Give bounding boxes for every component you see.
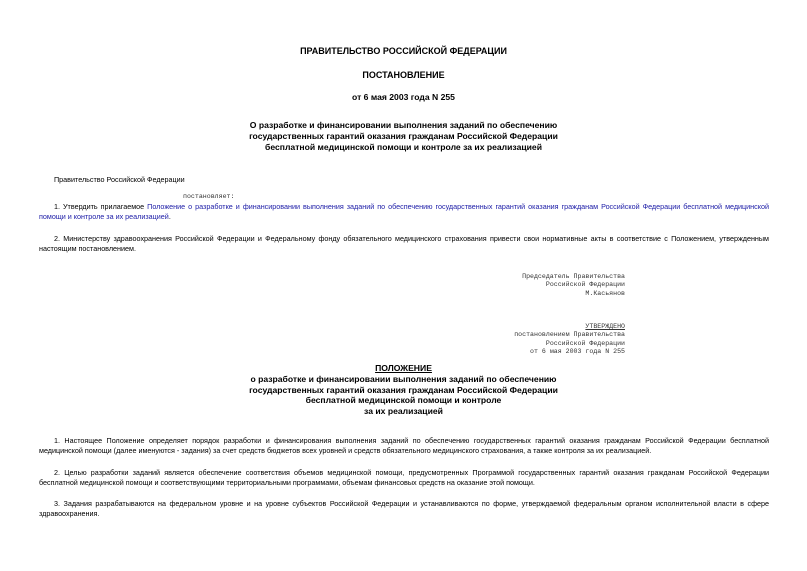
signature-line: Председатель Правительства [522,273,625,280]
approved-label: УТВЕРЖДЕНО [585,323,625,330]
approved-line: постановлением Правительства [514,331,625,339]
item-1-suffix: . [168,212,171,221]
signature-line: Российской Федерации [545,281,625,289]
approved-block [470,323,625,357]
title-line: государственных гарантий оказания гражданам Российской Федерации [249,131,558,141]
item-2: 2. Министерству здравоохранения Российской Федерации и Федеральному фонду обязательного медицинского страхования привести свои нормативные акты в соответствие с Положением, утвержденным настоящим постановлением. [39,234,769,253]
signature-line: М.Касьянов [585,289,625,297]
regulation-item-3: 3. Задания разрабатываются на федеральном уровне и на уровне субъектов Российской Федерации и устанавливаются по форме, утверждаемой федеральным органом исполнительной власти в сфере здравоохранения. [39,499,769,518]
decree-word: постановляет: [183,193,235,200]
regulation-subtitle [0,374,807,416]
doc-type-heading: ПОСТАНОВЛЕНИЕ [362,70,445,80]
title-line: О разработке и финансировании выполнения заданий по обеспечению [249,120,558,130]
date-number: от 6 мая 2003 года N 255 [352,92,455,102]
regulation-item-1: 1. Настоящее Положение определяет порядок разработки и финансирования выполнения заданий по обеспечению государственных гарантий оказания гражданам Российской Федерации бесплатной медицинской помощи (далее именуются - задания) за счет средств бюджетов всех уровней и средств обязательного медицинского страхования, а также контроля за их реализацией. [39,436,769,455]
regulation-heading: ПОЛОЖЕНИЕ [375,363,432,373]
title-line: бесплатной медицинской помощи и контроле за их реализацией [265,142,542,152]
government-heading: ПРАВИТЕЛЬСТВО РОССИЙСКОЙ ФЕДЕРАЦИИ [300,46,507,56]
intro-text: Правительство Российской Федерации [54,175,185,184]
subtitle-line: государственных гарантий оказания гражданам Российской Федерации [249,384,558,395]
subtitle-line: о разработке и финансировании выполнения заданий по обеспечению [250,374,557,384]
approved-line: Российской Федерации [545,339,625,347]
regulation-item-2: 2. Целью разработки заданий является обеспечение соответствия объемов медицинской помощи, предусмотренных Программой государственных гарантий оказания гражданам Российской Федерации бесплатной медицинской помощи и соответствующими территориальными программами, объемам финансовых средств на оказание этой помощи. [39,468,769,487]
item-1-prefix: 1. Утвердить прилагаемое [54,202,148,211]
subtitle-line: за их реализацией [364,405,443,416]
regulation-link[interactable]: Положение о разработке и финансировании выполнения заданий по обеспечению государственных гарантий оказания гражданам Российской Федерации бесплатной медицинской помощи и контроле за их реализацией [39,202,769,221]
subtitle-line: бесплатной медицинской помощи и контроле [305,395,502,405]
item-1 [39,202,769,222]
approved-line: от 6 мая 2003 года N 255 [530,348,625,356]
decree-title [0,120,807,153]
signature-block [470,273,625,298]
